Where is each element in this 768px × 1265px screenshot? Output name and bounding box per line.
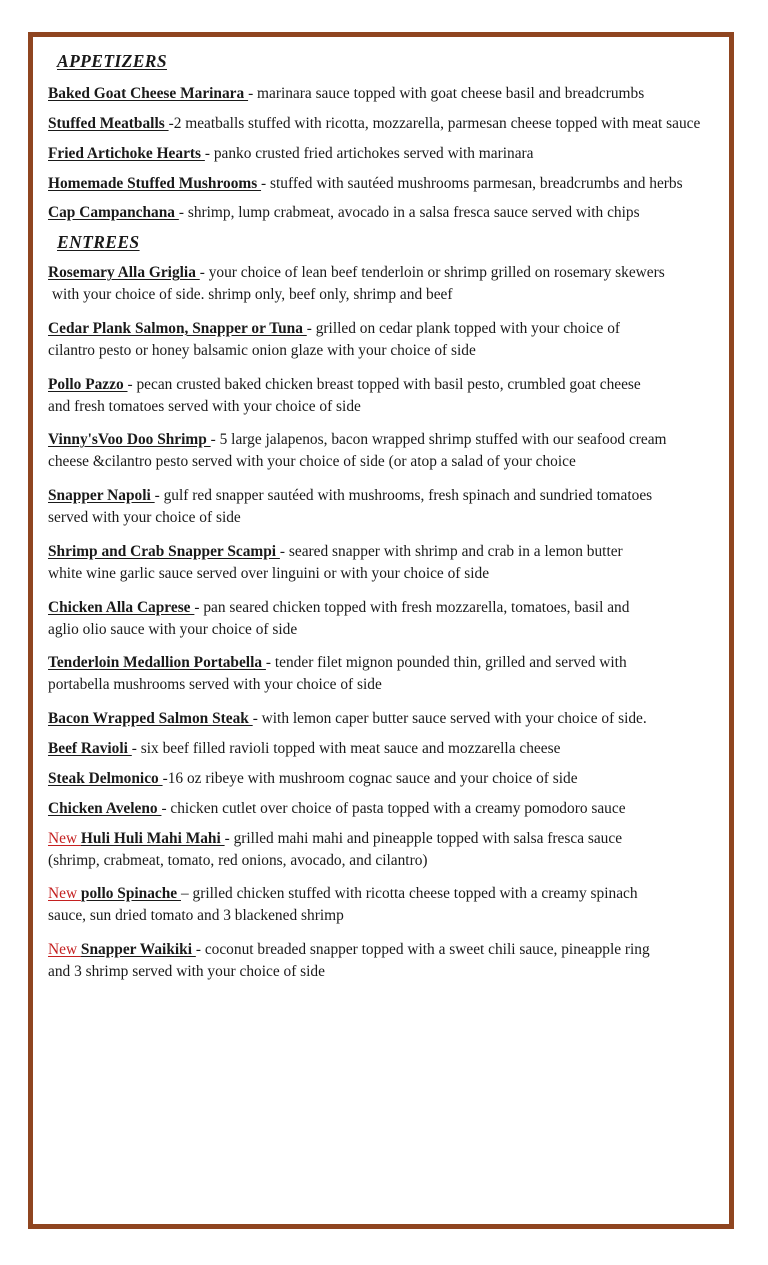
menu-item-description: - with lemon caper butter sauce served with your choice of side.: [252, 710, 647, 728]
menu-item-description: - coconut breaded snapper topped with a sweet chili sauce, pineapple ring: [195, 941, 650, 959]
menu-item-line: [48, 541, 715, 563]
menu-item-line: [48, 828, 715, 850]
menu-item-description: - grilled mahi mahi and pineapple topped with salsa fresca sauce: [224, 829, 623, 847]
menu-item-name: Fried Artichoke Hearts: [48, 144, 205, 162]
menu-item-line: [48, 768, 715, 790]
menu-item-description: served with your choice of side: [48, 509, 241, 526]
menu-item-description: white wine garlic sauce served over linguini or with your choice of side: [48, 564, 490, 582]
menu-item: [48, 173, 715, 195]
menu-item-line: [48, 485, 715, 507]
menu-item-name: Cap Campanchana: [48, 204, 179, 222]
new-badge: New: [48, 941, 81, 959]
menu-item-line: [48, 738, 715, 760]
menu-item-line: [48, 507, 715, 529]
menu-item-name: Huli Huli Mahi Mahi: [80, 829, 225, 847]
menu-item-line: [48, 850, 715, 872]
menu-item-line: [48, 318, 715, 340]
menu-item-name: Snapper Napoli: [48, 487, 155, 505]
new-badge: New: [48, 829, 81, 847]
menu-item-description: - marinara sauce topped with goat cheese basil and breadcrumbs: [248, 84, 645, 102]
menu-item: [48, 708, 715, 730]
menu-item-description: portabella mushrooms served with your choice of side: [48, 676, 382, 694]
menu-item-line: [48, 83, 715, 105]
menu-item-description: with your choice of side. shrimp only, beef only, shrimp and beef: [48, 286, 453, 303]
menu-item-line: [48, 674, 715, 696]
menu-item-description: and 3 shrimp served with your choice of side: [48, 963, 325, 980]
menu-item-name: Shrimp and Crab Snapper Scampi: [48, 542, 280, 560]
menu-item-line: [48, 961, 715, 983]
menu-item: [48, 143, 715, 165]
menu-item: [48, 652, 715, 696]
menu-item-line: [48, 374, 715, 396]
menu-item-line: [48, 396, 715, 418]
menu-item-description: - six beef filled ravioli topped with meat sauce and mozzarella cheese: [131, 740, 561, 757]
menu-item-name: Stuffed Meatballs: [48, 114, 169, 132]
menu-item: [48, 374, 715, 418]
menu-item-description: - stuffed with sautéed mushrooms parmesan, breadcrumbs and herbs: [261, 174, 683, 192]
menu-item-description: – grilled chicken stuffed with ricotta cheese topped with a creamy spinach: [181, 885, 638, 903]
menu-item-line: [48, 429, 715, 451]
new-badge: New: [48, 885, 81, 903]
menu-item-name: Tenderloin Medallion Portabella: [48, 654, 266, 672]
menu-item-name: Bacon Wrapped Salmon Steak: [48, 710, 253, 728]
menu-item: [48, 939, 715, 983]
menu-item: [48, 113, 715, 135]
menu-item: [48, 429, 715, 473]
menu-item-description: - gulf red snapper sautéed with mushrooms, fresh spinach and sundried tomatoes: [154, 487, 653, 505]
menu-item-name: Snapper Waikiki: [80, 941, 196, 959]
menu-item-description: -16 oz ribeye with mushroom cognac sauce and your choice of side: [162, 769, 578, 787]
menu-item-line: [48, 619, 715, 641]
menu-item-description: - grilled on cedar plank topped with your choice of: [306, 319, 621, 337]
menu-item-name: Vinny'sVoo Doo Shrimp: [48, 431, 211, 449]
menu-item-name: Homemade Stuffed Mushrooms: [48, 174, 262, 192]
menu-item: [48, 83, 715, 105]
menu-item: [48, 541, 715, 585]
menu-item-line: [48, 939, 715, 961]
menu-item-line: [48, 143, 715, 165]
menu-item-description: - panko crusted fried artichokes served with marinara: [204, 144, 534, 162]
menu-item-description: - shrimp, lump crabmeat, avocado in a salsa fresca sauce served with chips: [178, 204, 640, 222]
menu-item-description: - your choice of lean beef tenderloin or shrimp grilled on rosemary skewers: [199, 264, 665, 282]
menu-item-description: and fresh tomatoes served with your choice of side: [48, 397, 361, 415]
menu-item-description: cilantro pesto or honey balsamic onion glaze with your choice of side: [48, 341, 476, 359]
menu-item: [48, 485, 715, 529]
menu-item-line: [48, 284, 715, 306]
menu-item-name: Cedar Plank Salmon, Snapper or Tuna: [48, 319, 307, 337]
menu-item-line: [48, 451, 715, 473]
menu-item: [48, 738, 715, 760]
menu-item-name: pollo Spinache: [80, 885, 181, 903]
menu-item: [48, 202, 715, 224]
menu-item: [48, 768, 715, 790]
menu-item-line: [48, 563, 715, 585]
menu-item-line: [48, 905, 715, 927]
menu-item-description: - pan seared chicken topped with fresh mozzarella, tomatoes, basil and: [194, 598, 630, 616]
menu-item: [48, 828, 715, 872]
menu-item-description: cheese &cilantro pesto served with your choice of side (or atop a salad of your choice: [48, 453, 576, 471]
menu-item-name: Chicken Alla Caprese: [48, 598, 195, 616]
menu-item-description: - seared snapper with shrimp and crab in a lemon butter: [279, 542, 623, 560]
menu-item-line: [48, 202, 715, 224]
menu-item-line: [48, 340, 715, 362]
section-heading-appetizers: APPETIZERS: [57, 51, 167, 71]
menu-item-line: [48, 173, 715, 195]
menu-item-line: [48, 883, 715, 905]
menu-item-name: Baked Goat Cheese Marinara: [48, 84, 249, 102]
menu-item-description: - pecan crusted baked chicken breast topped with basil pesto, crumbled goat cheese: [127, 375, 641, 393]
menu-item-description: sauce, sun dried tomato and 3 blackened shrimp: [48, 907, 344, 925]
menu-item: [48, 597, 715, 641]
menu-item: [48, 798, 715, 820]
menu-item-line: [48, 597, 715, 619]
menu-item-description: - 5 large jalapenos, bacon wrapped shrimp stuffed with our seafood cream: [210, 431, 667, 449]
menu-item: [48, 883, 715, 927]
menu-item: [48, 262, 715, 306]
section-heading-entrees: ENTREES: [57, 232, 140, 253]
menu-item-name: Pollo Pazzo: [48, 375, 128, 393]
menu-item-name: Steak Delmonico: [48, 769, 163, 787]
menu-item-description: (shrimp, crabmeat, tomato, red onions, avocado, and cilantro): [48, 851, 428, 869]
menu-item-line: [48, 708, 715, 730]
menu-item-description: aglio olio sauce with your choice of side: [48, 620, 298, 638]
menu-item-description: - chicken cutlet over choice of pasta topped with a creamy pomodoro sauce: [161, 799, 626, 817]
menu-item-line: [48, 798, 715, 820]
menu-item-name: Chicken Aveleno: [48, 799, 162, 817]
menu-item-line: [48, 652, 715, 674]
menu-item-name: Beef Ravioli: [48, 740, 132, 757]
menu-page-border: [28, 32, 734, 1229]
menu-item-description: - tender filet mignon pounded thin, grilled and served with: [265, 654, 627, 672]
menu-content: [33, 37, 729, 983]
menu-item-line: [48, 262, 715, 284]
menu-item-name: Rosemary Alla Griglia: [48, 264, 200, 282]
menu-item-line: [48, 113, 715, 135]
menu-item: [48, 318, 715, 362]
menu-item-description: -2 meatballs stuffed with ricotta, mozzarella, parmesan cheese topped with meat sauce: [168, 114, 701, 132]
